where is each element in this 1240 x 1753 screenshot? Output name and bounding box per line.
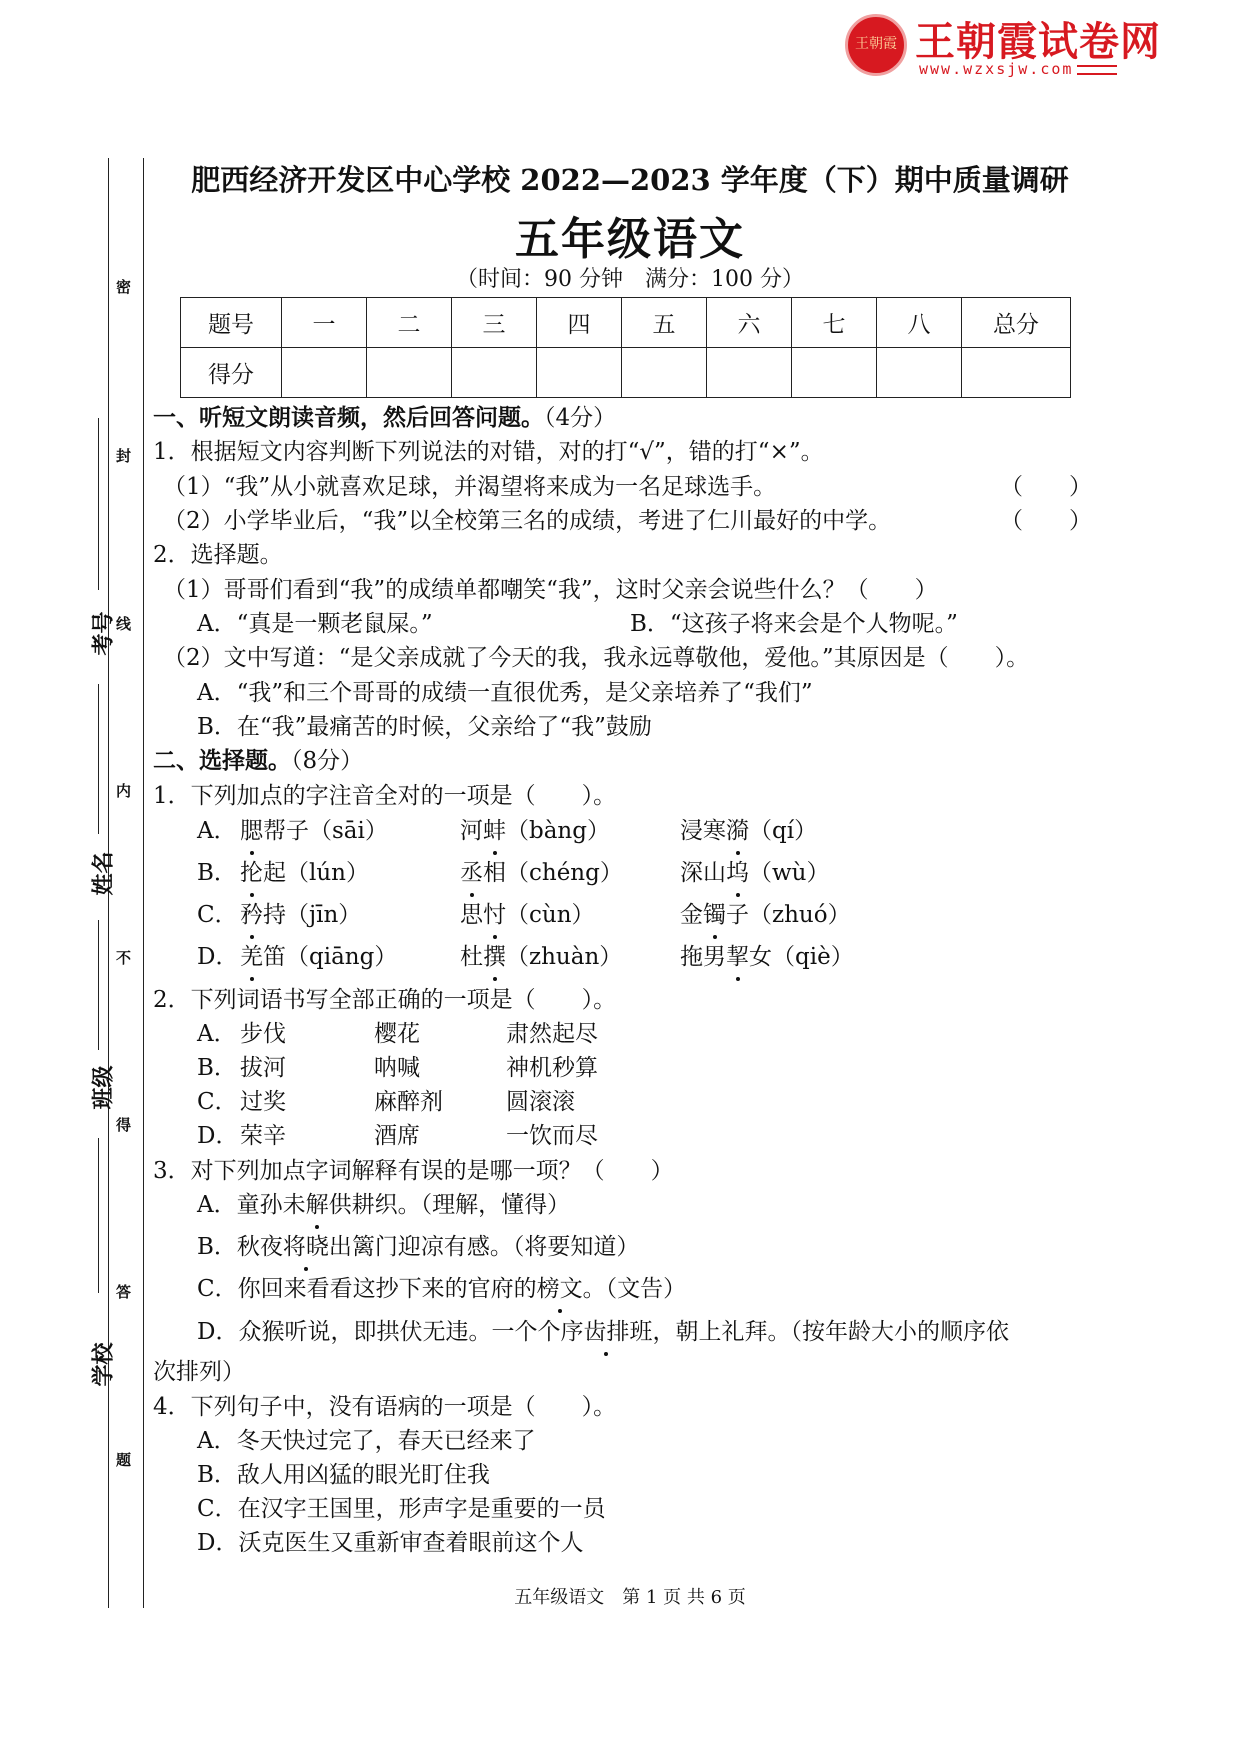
option-word: 圆滚滚 xyxy=(506,1089,575,1115)
option-word: 深山坞（wù） xyxy=(680,860,830,886)
option-a: A．童孙未解供耕织。（理解，懂得） xyxy=(197,1192,571,1218)
seal-char: 线 xyxy=(116,615,132,633)
option-word: 呐喊 xyxy=(374,1055,420,1081)
site-logo xyxy=(843,10,1178,80)
option-word: 杜撰（zhuàn） xyxy=(460,944,623,970)
score-input-cell[interactable] xyxy=(962,348,1071,398)
score-input-cell[interactable] xyxy=(537,348,622,398)
option-word: 矜持（jīn） xyxy=(240,902,362,928)
option-word: 腮帮子（sāi） xyxy=(240,818,388,844)
exam-subject: 五年级语文 xyxy=(515,214,745,265)
question-text: （1）哥哥们看到“我”的成绩单都嘲笑“我”，这时父亲会说些什么？（ ） xyxy=(163,577,938,603)
option-word: 浸寒漪（qí） xyxy=(680,818,818,844)
name-label: 姓名 xyxy=(90,851,117,896)
question-text: 1．根据短文内容判断下列说法的对错，对的打“√”，错的打“×”。 xyxy=(153,439,824,465)
page-footer: 五年级语文 第 1 页 共 6 页 xyxy=(514,1587,746,1608)
option-word: 酒席 xyxy=(374,1123,420,1149)
question-text: 2．选择题。 xyxy=(153,542,283,568)
exam-number-label: 考号 xyxy=(90,611,117,656)
score-table xyxy=(180,297,1071,398)
section-heading: 一、听短文朗读音频，然后回答问题。（4分） xyxy=(153,404,617,431)
option-d: D．众猴听说，即拱伏无违。一个个序齿排班，朝上礼拜。（按年龄大小的顺序依 xyxy=(197,1319,1009,1345)
score-cell: 总分 xyxy=(962,298,1071,348)
option-letter: C． xyxy=(197,902,238,928)
logo-seal-icon: 王朝霞 xyxy=(845,14,907,76)
score-cell: 四 xyxy=(537,298,622,348)
score-input-cell[interactable] xyxy=(792,348,877,398)
option-word: 樱花 xyxy=(374,1021,420,1047)
seal-char: 封 xyxy=(116,447,132,465)
answer-paren[interactable]: （ ） xyxy=(1000,508,1092,534)
seal-char: 题 xyxy=(116,1451,132,1469)
option-c: C．在汉字王国里，形声字是重要的一员 xyxy=(197,1496,606,1522)
seal-char: 不 xyxy=(116,949,132,967)
score-table-header-row xyxy=(181,298,1071,348)
score-cell: 八 xyxy=(877,298,962,348)
score-input-cell[interactable] xyxy=(622,348,707,398)
class-label: 班级 xyxy=(90,1065,117,1110)
option-letter: B． xyxy=(197,860,237,886)
logo-name: 王朝霞试卷网 xyxy=(915,19,1161,65)
option-word: 抡起（lún） xyxy=(240,860,369,886)
section-heading: 二、选择题。（8分） xyxy=(153,747,364,774)
seal-char: 密 xyxy=(116,278,132,296)
answer-paren[interactable]: （ ） xyxy=(1000,474,1092,500)
score-table-score-row xyxy=(181,348,1071,398)
score-cell: 六 xyxy=(707,298,792,348)
question-text: 2．下列词语书写全部正确的一项是（ ）。 xyxy=(153,987,617,1013)
option-b: B．敌人用凶猛的眼光盯住我 xyxy=(197,1462,490,1488)
option-d: D．沃克医生又重新审查着眼前这个人 xyxy=(197,1530,584,1556)
option-letter: A． xyxy=(197,1021,237,1047)
score-input-cell[interactable] xyxy=(367,348,452,398)
option-b: B．“这孩子将来会是个人物呢。” xyxy=(630,611,958,637)
question-text: 4．下列句子中，没有语病的一项是（ ）。 xyxy=(153,1394,617,1420)
question-text: 3．对下列加点字词解释有误的是哪一项？（ ） xyxy=(153,1158,674,1184)
option-word: 拖男挈女（qiè） xyxy=(680,944,854,970)
option-word: 思忖（cùn） xyxy=(460,902,595,928)
score-input-cell[interactable] xyxy=(282,348,367,398)
logo-url: www.wzxsjw.com xyxy=(919,60,1117,78)
option-a: A．冬天快过完了，春天已经来了 xyxy=(197,1428,536,1454)
option-letter: C． xyxy=(197,1089,238,1115)
option-word: 肃然起尽 xyxy=(506,1021,598,1047)
option-b: B．秋夜将晓出篱门迎凉有感。（将要知道） xyxy=(197,1234,640,1260)
question-text: 1．下列加点的字注音全对的一项是（ ）。 xyxy=(153,783,617,809)
question-text: （2）文中写道：“是父亲成就了今天的我，我永远尊敬他，爱他。”其原因是（ ）。 xyxy=(163,645,1030,671)
option-a: A．“我”和三个哥哥的成绩一直很优秀，是父亲培养了“我们” xyxy=(197,680,813,706)
school-line xyxy=(98,1138,99,1293)
judge-item: （2）小学毕业后，“我”以全校第三名的成绩，考进了仁川最好的中学。 xyxy=(163,508,892,534)
exam-number-line xyxy=(98,418,99,590)
name-line xyxy=(98,684,99,834)
option-letter: D． xyxy=(197,944,239,970)
school-label: 学校 xyxy=(90,1342,117,1387)
score-cell: 一 xyxy=(282,298,367,348)
score-cell: 二 xyxy=(367,298,452,348)
score-input-cell[interactable] xyxy=(452,348,537,398)
score-cell: 题号 xyxy=(181,298,282,348)
option-letter: D． xyxy=(197,1123,239,1149)
option-word: 丞相（chéng） xyxy=(460,860,623,886)
score-cell: 得分 xyxy=(181,348,282,398)
option-c: C．你回来看看这抄下来的官府的榜文。（文告） xyxy=(197,1276,687,1302)
option-b: B．在“我”最痛苦的时候，父亲给了“我”鼓励 xyxy=(197,714,652,740)
option-a: A．“真是一颗老鼠屎。” xyxy=(197,611,433,637)
option-word: 荣辛 xyxy=(240,1123,286,1149)
option-word: 一饮而尽 xyxy=(506,1123,598,1149)
class-line xyxy=(98,920,99,1050)
option-word: 拔河 xyxy=(240,1055,286,1081)
option-word: 神机秒算 xyxy=(506,1055,598,1081)
option-word: 过奖 xyxy=(240,1089,286,1115)
option-word: 河蚌（bàng） xyxy=(460,818,610,844)
option-word: 步伐 xyxy=(240,1021,286,1047)
score-cell: 七 xyxy=(792,298,877,348)
option-letter: A． xyxy=(197,818,237,844)
judge-item: （1）“我”从小就喜欢足球，并渴望将来成为一名足球选手。 xyxy=(163,474,777,500)
exam-title: 肥西经济开发区中心学校 2022—2023 学年度（下）期中质量调研 xyxy=(191,163,1069,197)
score-input-cell[interactable] xyxy=(877,348,962,398)
option-word: 金镯子（zhuó） xyxy=(680,902,851,928)
seal-char: 内 xyxy=(116,782,132,800)
option-word: 羌笛（qiāng） xyxy=(240,944,398,970)
option-letter: B． xyxy=(197,1055,237,1081)
seal-char: 答 xyxy=(116,1283,132,1301)
score-cell: 五 xyxy=(622,298,707,348)
seal-char: 得 xyxy=(116,1116,132,1134)
binding-line-inner xyxy=(143,158,144,1608)
time-info: （时间：90 分钟 满分：100 分） xyxy=(456,267,804,292)
option-d-continued: 次排列） xyxy=(153,1359,245,1385)
score-cell: 三 xyxy=(452,298,537,348)
score-input-cell[interactable] xyxy=(707,348,792,398)
option-word: 麻醉剂 xyxy=(374,1089,443,1115)
